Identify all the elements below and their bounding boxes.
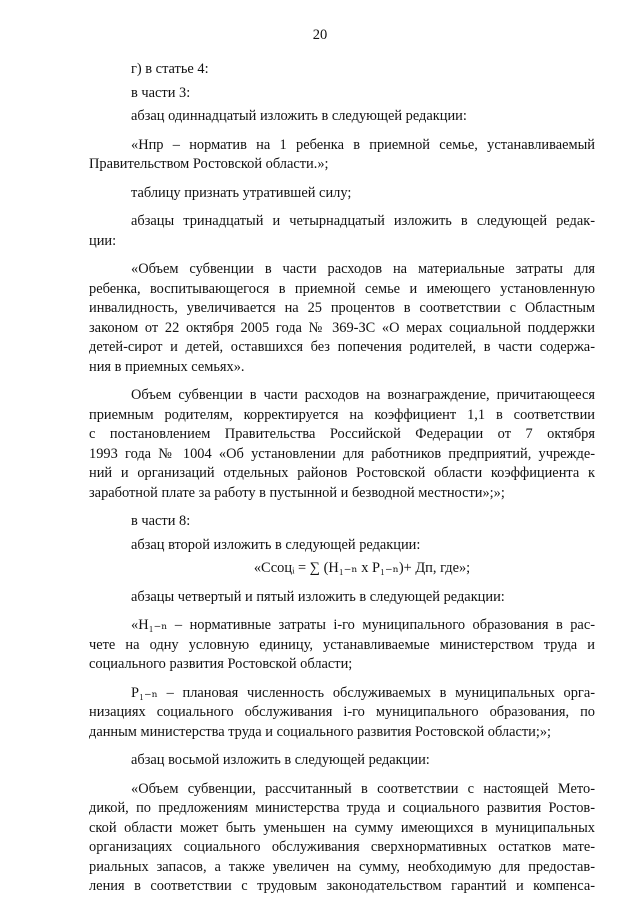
text-line: ребенка, воспитывающегося в приемной семье и имеющего установленную — [89, 280, 595, 297]
paragraph-n-definition — [89, 616, 595, 675]
text-line: Правительством Ростовской области.»; — [89, 156, 329, 172]
paragraph-subvention-amount — [89, 780, 595, 897]
paragraph-abzac-2: абзац второй изложить в следующей редакции: — [131, 536, 421, 553]
paragraph-abzac-4-5: абзацы четвертый и пятый изложить в следующей редакции: — [131, 588, 505, 605]
text-line: «Н₁₋ₙ – нормативные затраты i-го муниципального образования в рас- — [131, 617, 595, 633]
text-line: низациях социального обслуживания i-го муниципального образования, по — [89, 704, 595, 720]
text-line: детей-сирот и детей, оставшихся без попечения родителей, в части содержа- — [89, 339, 595, 355]
document-body — [89, 60, 595, 906]
text-line: данным министерства труда и социального развития Ростовской области;»; — [89, 723, 552, 740]
text-line: ний и организаций отдельных районов Ростовской области коэффициента к — [89, 465, 595, 481]
text-line: дикой, по предложениям министерства труда и социального развития Ростов- — [89, 800, 595, 816]
paragraph-part-8: в части 8: — [131, 513, 191, 529]
text-line: ции: — [89, 232, 117, 249]
text-line: ния в приемных семьях». — [89, 358, 245, 375]
text-line: Р₁₋ₙ – плановая численность обслуживаемых в муниципальных орга- — [131, 684, 595, 701]
text-line: риальных запасов, а также увеличен на сумму, необходимую для предостав- — [89, 858, 595, 875]
text-line: Объем субвенции в части расходов на вознаграждение, причитающееся — [131, 387, 595, 403]
paragraph-subvention-reward — [89, 386, 595, 503]
text-line: «Нпр – норматив на 1 ребенка в приемной семье, устанавливаемый — [131, 136, 595, 153]
text-line: абзацы тринадцатый и четырнадцатый изложить в следующей редак- — [131, 213, 595, 229]
text-line: с постановлением Правительства Российской Федерации от 7 октября — [89, 426, 595, 442]
text-line: ской области может быть уменьшен на сумму имеющихся в муниципальных — [89, 819, 595, 836]
paragraph-abzac-13-14 — [89, 212, 595, 251]
paragraph-npr-definition — [89, 136, 595, 175]
paragraph-abzac-11: абзац одиннадцатый изложить в следующей редакции: — [131, 108, 467, 124]
text-line: приемным родителям, корректируется на коэффициент 1,1 в соответствии — [89, 406, 595, 423]
paragraph-subvention-material — [89, 260, 595, 377]
paragraph-table-void: таблицу признать утратившей силу; — [131, 184, 352, 201]
text-line: «Объем субвенции, рассчитанный в соответствии с настоящей Мето- — [131, 780, 595, 797]
text-line: законом от 22 октября 2005 года № 369-ЗС «О мерах социальной поддержки — [89, 319, 595, 336]
paragraph-part-3: в части 3: — [131, 84, 191, 101]
text-line: заработной плате за работу в пустынной и безводной местности»;»; — [89, 484, 505, 501]
paragraph-abzac-8: абзац восьмой изложить в следующей редакции: — [131, 752, 430, 768]
text-line: чете на одну условную единицу, устанавливаемые министерством труда и — [89, 636, 595, 653]
text-line: «Объем субвенции в части расходов на материальные затраты для — [131, 261, 595, 277]
paragraph-p-definition — [89, 684, 595, 743]
paragraph-article-4: г) в статье 4: — [131, 61, 209, 77]
text-line: организациях социального обслуживания сверхнормативных остатков мате- — [89, 839, 595, 855]
text-line: 1993 года № 1004 «Об установлении для работников предприятий, учрежде- — [89, 445, 595, 462]
text-line: социального развития Ростовской области; — [89, 656, 353, 672]
page-number: 20 — [312, 27, 328, 43]
formula: «Ссоцᵢ = ∑ (Н₁₋ₙ х Р₁₋ₙ)+ Дп, где»; — [253, 560, 471, 576]
text-line: ления в соответствии с трудовым законодательством гарантий и компенса- — [89, 878, 595, 894]
text-line: инвалидность, увеличивается на 25 процентов в соответствии с Областным — [89, 300, 595, 316]
